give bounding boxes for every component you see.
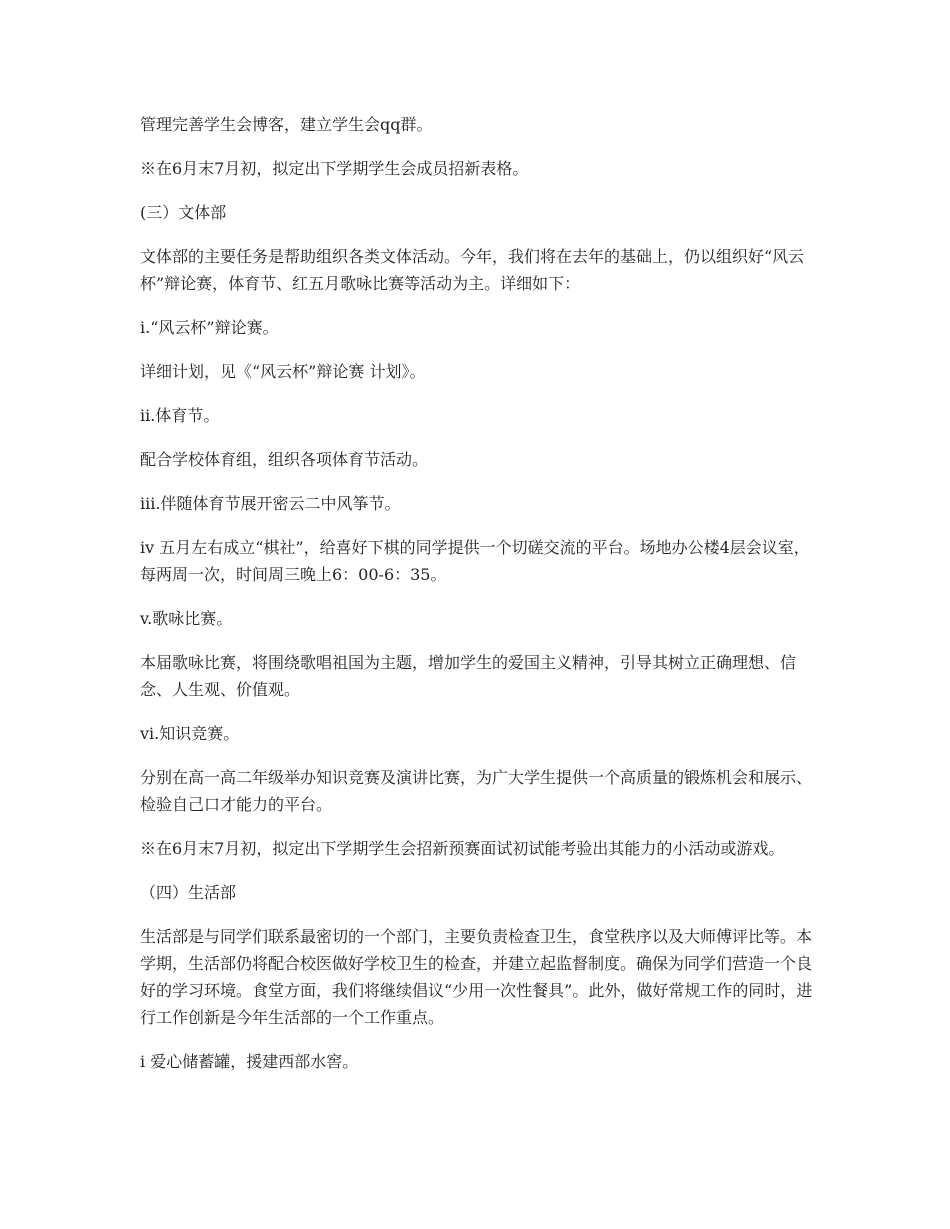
- paragraph-quiz: 分别在高一高二年级举办知识竞赛及演讲比赛，为广大学生提供一个高质量的锻炼机会和展示、检验自己口才能力的平台。: [140, 768, 813, 814]
- paragraph-debate-plan: 详细计划，见《“风云杯”辩论赛 计划》。: [140, 362, 426, 381]
- list-item-piggy-bank: i 爱心储蓄罐，援建西部水窖。: [140, 1052, 359, 1071]
- paragraph-sports-intro: 文体部的主要任务是帮助组织各类文体活动。今年，我们将在去年的基础上，仍以组织好“风云杯”辩论赛，体育节、红五月歌咏比赛等活动为主。详细如下：: [140, 247, 805, 293]
- list-item-chess-club: iv 五月左右成立“棋社”，给喜好下棋的同学提供一个切磋交流的平台。场地办公楼4层会议室，每两周一次，时间周三晚上6：00-6：35。: [140, 538, 810, 584]
- list-item-debate: i.“风云杯”辩论赛。: [140, 318, 279, 337]
- list-item-quiz: vi.知识竞赛。: [140, 724, 240, 743]
- list-item-sports-day: ii.体育节。: [140, 406, 220, 425]
- paragraph-life-intro: 生活部是与同学们联系最密切的一个部门，主要负责检查卫生，食堂秩序以及大师傅评比等。本学期，生活部仍将配合校医做好学校卫生的检查，并建立起监督制度。确保为同学们营造一个良好的学习环境。食堂方面，我们将继续倡议“少用一次性餐具”。此外，做好常规工作的同时，进行工作创新是今年生活部的一个工作重点。: [140, 927, 813, 1027]
- section-heading-life: （四）生活部: [140, 883, 237, 902]
- paragraph-sports-day: 配合学校体育组，组织各项体育节活动。: [140, 450, 429, 469]
- paragraph-recruit-games: ※在6月末7月初，拟定出下学期学生会招新预赛面试初试能考验出其能力的小活动或游戏。: [140, 839, 785, 858]
- paragraph-recruit-form: ※在6月末7月初，拟定出下学期学生会成员招新表格。: [140, 159, 529, 178]
- paragraph-singing: 本届歌咏比赛，将围绕歌唱祖国为主题，增加学生的爱国主义精神，引导其树立正确理想、信念、人生观、价值观。: [140, 653, 797, 699]
- section-heading-sports: (三）文体部: [140, 203, 227, 222]
- document-body: [140, 111, 820, 1092]
- list-item-singing: v.歌咏比赛。: [140, 609, 233, 628]
- list-item-kite-festival: iii.伴随体育节展开密云二中风筝节。: [140, 494, 401, 513]
- paragraph-blog-qq: 管理完善学生会博客，建立学生会qq群。: [140, 115, 433, 134]
